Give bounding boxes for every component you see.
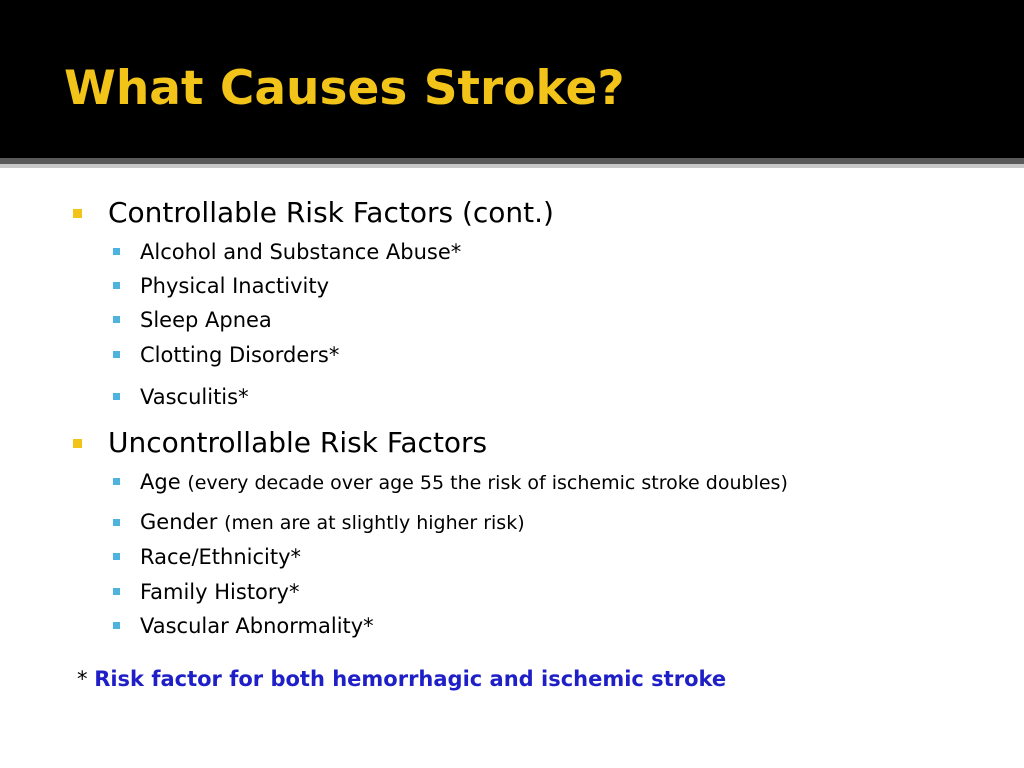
list-item: Sleep Apnea [140, 308, 272, 332]
small-square-bullet-icon [113, 282, 120, 289]
small-square-bullet-icon [113, 553, 120, 560]
small-square-bullet-icon [113, 622, 120, 629]
footnote-marker: * [77, 667, 88, 691]
small-square-bullet-icon [113, 316, 120, 323]
list-item: Alcohol and Substance Abuse* [140, 240, 462, 264]
footnote [77, 664, 726, 694]
item-detail: (every decade over age 55 the risk of ischemic stroke doubles) [187, 472, 788, 494]
footnote-text: Risk factor for both hemorrhagic and ischemic stroke [94, 667, 727, 691]
small-square-bullet-icon [113, 351, 120, 358]
small-square-bullet-icon [113, 588, 120, 595]
small-square-bullet-icon [113, 478, 120, 485]
list-item: Gender (men are at slightly higher risk) [140, 510, 525, 534]
list-item: Family History* [140, 580, 300, 604]
list-item: Clotting Disorders* [140, 343, 340, 367]
list-item: Vasculitis* [140, 385, 249, 409]
section-heading-controllable: Controllable Risk Factors (cont.) [108, 196, 554, 229]
square-bullet-icon [73, 209, 82, 218]
list-item: Race/Ethnicity* [140, 545, 302, 569]
square-bullet-icon [73, 439, 82, 448]
section-heading-uncontrollable: Uncontrollable Risk Factors [108, 426, 488, 459]
list-item: Vascular Abnormality* [140, 614, 374, 638]
small-square-bullet-icon [113, 248, 120, 255]
list-item: Physical Inactivity [140, 274, 330, 298]
small-square-bullet-icon [113, 393, 120, 400]
item-detail: (men are at slightly higher risk) [224, 512, 525, 534]
list-item: Age (every decade over age 55 the risk of ischemic stroke doubles) [140, 470, 788, 494]
slide-title: What Causes Stroke? [64, 61, 625, 116]
small-square-bullet-icon [113, 519, 120, 526]
